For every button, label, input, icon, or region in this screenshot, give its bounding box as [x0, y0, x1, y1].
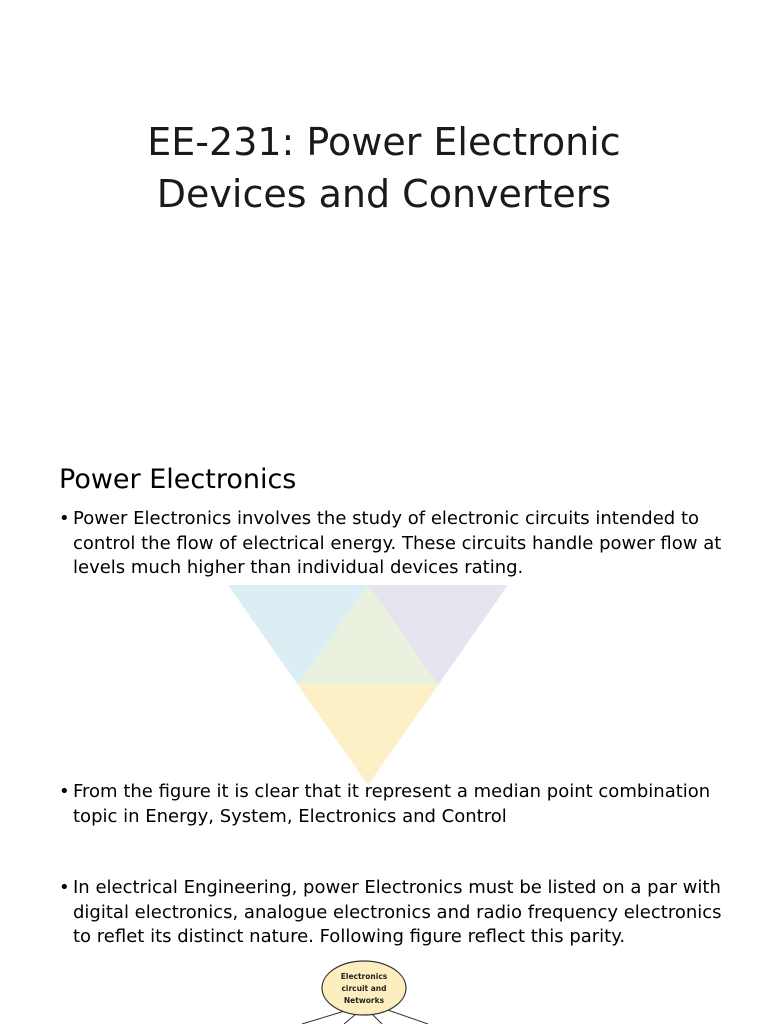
bullet-item [59, 876, 739, 950]
connector-line [302, 1010, 348, 1024]
connector-line [372, 1014, 382, 1024]
node-label-line-1: Electronics [340, 972, 388, 981]
node-label-line-3: Networks [343, 996, 385, 1005]
title-line-1: EE-231: Power Electronic [147, 120, 621, 164]
electronics-parity-figure [296, 960, 436, 1024]
title-line-2: Devices and Converters [156, 172, 612, 216]
connector-line [344, 1014, 356, 1024]
bullet-text: From the figure it is clear that it represent a median point combination topic in Energy, System, Electronics and Control [73, 781, 711, 827]
section-heading: Power Electronics [59, 464, 297, 495]
bullet-icon: • [59, 877, 70, 898]
node-label-line-2: circuit and [341, 984, 387, 993]
bullet-text: Power Electronics involves the study of electronic circuits intended to control the flow of electrical energy. These circuits handle power flow at levels much higher than individual devices rating. [73, 508, 722, 578]
power-electronics-triangle-figure [228, 585, 508, 785]
bullet-icon: • [59, 781, 70, 802]
bullet-item [59, 507, 739, 581]
bullet-icon: • [59, 508, 70, 529]
bullet-item [59, 780, 739, 829]
bullet-text: In electrical Engineering, power Electronics must be listed on a par with digital electronics, analogue electronics and radio frequency electronics to reflet its distinct nature. Following figure reflect this parity. [73, 877, 722, 947]
triangle-bottom-segment [298, 685, 438, 785]
slide-title [0, 116, 768, 220]
